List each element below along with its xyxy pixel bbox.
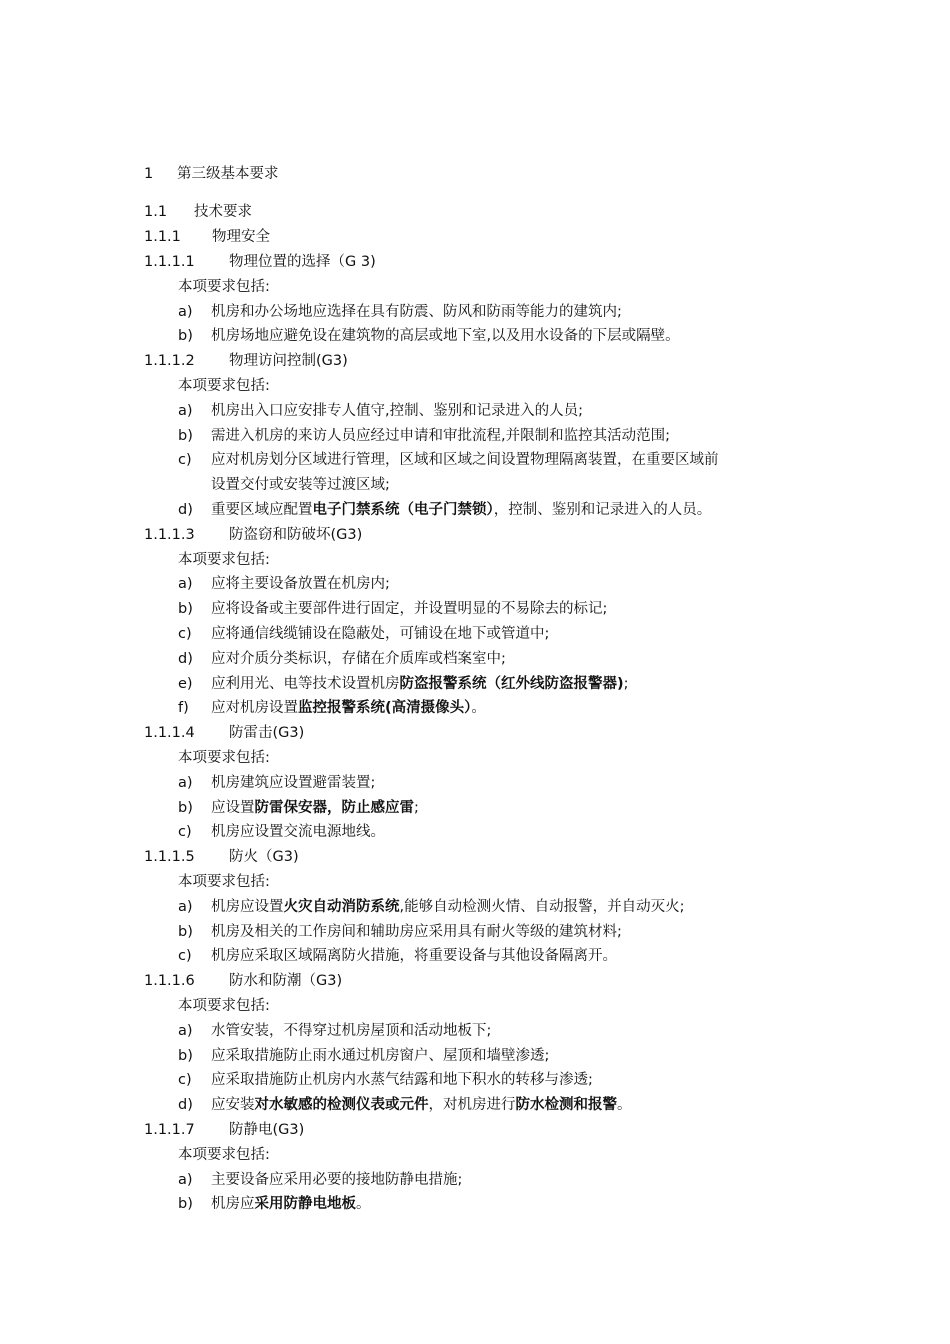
item-text: 机房应采取区域隔离防火措施，将重要设备与其他设备隔离开。 xyxy=(211,948,617,964)
item-text: 应将通信线缆铺设在隐蔽处，可铺设在地下或管道中; xyxy=(211,626,550,642)
requirement-item xyxy=(178,625,549,643)
item-label: d) xyxy=(178,1097,193,1113)
item-text: 应对机房设置 xyxy=(211,700,298,716)
item-text: ，控制、鉴别和记录进入的人员。 xyxy=(493,502,712,518)
emphasized-text: 电子门禁系统（电子门禁锁） xyxy=(312,502,494,518)
requirement-item xyxy=(178,600,607,618)
clause-number: 1.1.1.6 xyxy=(144,973,195,989)
item-text: 机房出入口应安排专人值守,控制、鉴别和记录进入的人员; xyxy=(211,403,583,419)
emphasized-text: 采用防静电地板 xyxy=(254,1196,356,1212)
item-text: 应将设备或主要部件进行固定，并设置明显的不易除去的标记; xyxy=(211,601,608,617)
item-text: 主要设备应采用必要的接地防静电措施; xyxy=(211,1172,463,1188)
requirements-intro: 本项要求包括: xyxy=(178,279,270,295)
item-text: 机房及相关的工作房间和辅助房应采用具有耐火等级的建筑材料; xyxy=(211,924,622,940)
requirement-item xyxy=(178,1022,491,1040)
item-text: 应采取措施防止雨水通过机房窗户、屋顶和墙壁渗透; xyxy=(211,1048,550,1064)
item-label: d) xyxy=(178,502,193,518)
item-text: ; xyxy=(414,800,419,816)
clause-heading xyxy=(144,1121,304,1139)
item-text: 机房应设置交流电源地线。 xyxy=(211,824,385,840)
requirement-item xyxy=(178,650,506,668)
clause-title: 防雷击(G3) xyxy=(229,725,305,741)
item-label: a) xyxy=(178,1172,193,1188)
item-text: 应对机房划分区域进行管理，区域和区域之间设置物理隔离装置，在重要区域前 xyxy=(211,452,719,468)
requirements-intro: 本项要求包括: xyxy=(178,552,270,568)
requirement-item xyxy=(178,923,622,941)
emphasized-text: 防水检测和报警 xyxy=(515,1097,617,1113)
requirement-item xyxy=(178,303,622,321)
item-text: 。 xyxy=(617,1097,632,1113)
clause-title: 防盗窃和防破坏(G3) xyxy=(229,527,363,543)
subsection-number: 1.1 xyxy=(144,204,168,220)
subsubsection-heading xyxy=(144,228,270,246)
requirements-intro: 本项要求包括: xyxy=(178,874,270,890)
item-label: a) xyxy=(178,304,193,320)
clause-number: 1.1.1.2 xyxy=(144,353,195,369)
item-label: a) xyxy=(178,1023,193,1039)
clause-number: 1.1.1.7 xyxy=(144,1122,195,1138)
clause-heading xyxy=(144,848,299,866)
item-text: 。 xyxy=(356,1196,371,1212)
item-label: e) xyxy=(178,676,193,692)
item-text: 应对介质分类标识，存储在介质库或档案室中; xyxy=(211,651,506,667)
subsubsection-title: 物理安全 xyxy=(212,229,270,245)
clause-heading xyxy=(144,724,304,742)
emphasized-text: 防雷保安器，防止感应雷 xyxy=(254,800,414,816)
item-text: ，对机房进行 xyxy=(428,1097,516,1113)
item-label: a) xyxy=(178,899,193,915)
item-text: ,能够自动检测火情、自动报警，并自动灭火; xyxy=(399,899,685,915)
item-text: 机房应设置 xyxy=(211,899,284,915)
requirement-item xyxy=(178,402,583,420)
item-label: c) xyxy=(178,824,192,840)
requirement-item xyxy=(178,823,385,841)
clause-number: 1.1.1.5 xyxy=(144,849,195,865)
requirement-item xyxy=(178,774,375,792)
clause-title: 防火（G3) xyxy=(229,849,299,865)
clause-heading xyxy=(144,526,362,544)
clause-number: 1.1.1.4 xyxy=(144,725,195,741)
requirement-item xyxy=(178,451,719,469)
item-label: a) xyxy=(178,403,193,419)
clause-heading xyxy=(144,352,348,370)
item-label: b) xyxy=(178,1048,193,1064)
item-text: 机房场地应避免设在建筑物的高层或地下室,以及用水设备的下层或隔壁。 xyxy=(211,328,680,344)
requirements-intro: 本项要求包括: xyxy=(178,1147,270,1163)
item-label: a) xyxy=(178,775,193,791)
clause-heading xyxy=(144,972,342,990)
clause-title: 物理访问控制(G3) xyxy=(229,353,348,369)
clause-heading xyxy=(144,253,376,271)
item-label: b) xyxy=(178,428,193,444)
emphasized-text: 防盗报警系统（红外线防盗报警器) xyxy=(399,676,624,692)
item-text: 重要区域应配置 xyxy=(211,502,313,518)
requirement-item-continuation: 设置交付或安装等过渡区域; xyxy=(211,477,390,493)
item-text: 应将主要设备放置在机房内; xyxy=(211,576,390,592)
requirement-item xyxy=(178,1171,462,1189)
clause-title: 防水和防潮（G3) xyxy=(229,973,343,989)
subsection-title: 技术要求 xyxy=(194,204,252,220)
item-label: c) xyxy=(178,626,192,642)
item-text: 机房建筑应设置避雷装置; xyxy=(211,775,376,791)
item-label: c) xyxy=(178,452,192,468)
requirements-intro: 本项要求包括: xyxy=(178,998,270,1014)
requirements-intro: 本项要求包括: xyxy=(178,750,270,766)
emphasized-text: 火灾自动消防系统 xyxy=(283,899,400,915)
requirements-intro: 本项要求包括: xyxy=(178,378,270,394)
item-text: ; xyxy=(623,676,629,692)
requirement-item xyxy=(178,699,486,717)
clause-title: 防静电(G3) xyxy=(229,1122,305,1138)
item-text: 机房应 xyxy=(211,1196,255,1212)
subsubsection-number: 1.1.1 xyxy=(144,229,181,245)
item-label: b) xyxy=(178,1196,193,1212)
clause-number: 1.1.1.1 xyxy=(144,254,195,270)
subsection-heading xyxy=(144,203,252,221)
item-text: 。 xyxy=(471,700,486,716)
requirement-item xyxy=(178,1071,593,1089)
item-label: d) xyxy=(178,651,193,667)
section-heading xyxy=(144,165,279,183)
item-text: 应安装 xyxy=(211,1097,255,1113)
requirement-item xyxy=(178,1096,632,1114)
item-text: 需进入机房的来访人员应经过申请和审批流程,并限制和监控其活动范围; xyxy=(211,428,670,444)
requirement-item xyxy=(178,1047,549,1065)
item-text: 应利用光、电等技术设置机房 xyxy=(211,676,400,692)
item-label: f) xyxy=(178,700,189,716)
item-label: c) xyxy=(178,948,192,964)
item-label: a) xyxy=(178,576,193,592)
item-label: b) xyxy=(178,800,193,816)
requirement-item xyxy=(178,675,629,693)
item-text: 机房和办公场地应选择在具有防震、防风和防雨等能力的建筑内; xyxy=(211,304,622,320)
item-text: 应设置 xyxy=(211,800,255,816)
item-label: b) xyxy=(178,328,193,344)
requirement-item xyxy=(178,501,711,519)
item-label: c) xyxy=(178,1072,192,1088)
requirement-item xyxy=(178,327,680,345)
requirement-item xyxy=(178,427,670,445)
item-label: b) xyxy=(178,924,193,940)
clause-title: 物理位置的选择（G 3) xyxy=(229,254,376,270)
requirement-item xyxy=(178,947,617,965)
section-number: 1 xyxy=(144,166,154,182)
clause-number: 1.1.1.3 xyxy=(144,527,195,543)
emphasized-text: 对水敏感的检测仪表或元件 xyxy=(254,1097,429,1113)
emphasized-text: 监控报警系统(高清摄像头） xyxy=(298,700,472,716)
requirement-item xyxy=(178,575,390,593)
item-text: 水管安装，不得穿过机房屋顶和活动地板下; xyxy=(211,1023,492,1039)
requirement-item xyxy=(178,799,419,817)
requirement-item xyxy=(178,898,685,916)
section-title: 第三级基本要求 xyxy=(177,166,279,182)
requirement-item xyxy=(178,1195,371,1213)
item-text: 应采取措施防止机房内水蒸气结露和地下积水的转移与渗透; xyxy=(211,1072,593,1088)
item-label: b) xyxy=(178,601,193,617)
